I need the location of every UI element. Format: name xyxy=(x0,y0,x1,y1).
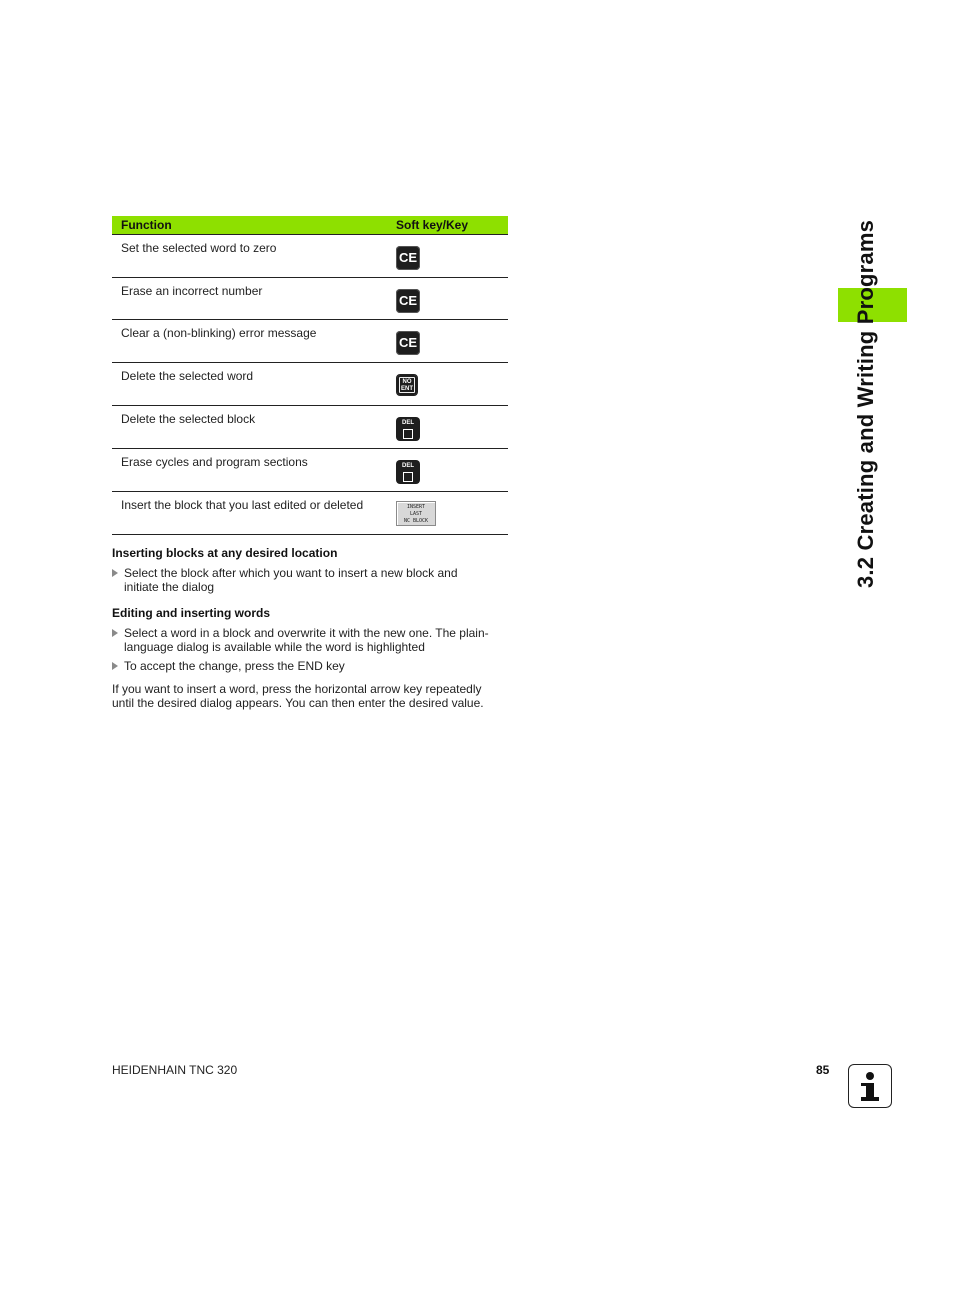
list-item xyxy=(112,659,512,673)
table-row xyxy=(112,363,508,406)
row-function: Erase cycles and program sections xyxy=(121,455,308,469)
table-row xyxy=(112,235,508,278)
ce-key-icon: CE xyxy=(396,246,420,270)
list-item xyxy=(112,626,512,654)
row-function: Delete the selected word xyxy=(121,369,254,383)
row-function: Set the selected word to zero xyxy=(121,241,277,255)
function-key-table xyxy=(112,216,508,535)
section-heading-inserting-blocks: Inserting blocks at any desired location xyxy=(112,546,338,560)
row-function: Clear a (non-blinking) error message xyxy=(121,326,317,340)
bullet-line: Select a word in a block and overwrite it with the new one. The plain- xyxy=(124,626,489,640)
del-key-icon xyxy=(396,460,420,484)
bullet-line: To accept the change, press the END key xyxy=(124,659,345,673)
footer-product: HEIDENHAIN TNC 320 xyxy=(112,1063,238,1077)
no-ent-key-line-1: NO xyxy=(402,379,412,385)
del-key-icon xyxy=(396,417,420,441)
softkey-line-3: NC BLOCK xyxy=(403,518,429,524)
chapter-side-title: 3.2 Creating and Writing Programs xyxy=(853,219,878,588)
softkey-line-2: LAST xyxy=(409,511,423,517)
bullet-arrow-icon xyxy=(112,662,118,670)
insert-last-nc-block-softkey-icon xyxy=(396,501,436,526)
section-heading-editing-words: Editing and inserting words xyxy=(112,606,271,620)
body-paragraph xyxy=(112,682,512,710)
page-number: 85 xyxy=(816,1063,830,1077)
row-function: Insert the block that you last edited or deleted xyxy=(121,498,364,512)
info-icon xyxy=(848,1064,892,1108)
bullet-line: Select the block after which you want to insert a new block and xyxy=(124,566,458,580)
bullet-line: language dialog is available while the word is highlighted xyxy=(124,640,425,654)
row-function: Delete the selected block xyxy=(121,412,256,426)
ce-key-icon: CE xyxy=(396,331,420,355)
table-row xyxy=(112,320,508,363)
table-row xyxy=(112,278,508,320)
del-key-label: DEL xyxy=(402,420,414,426)
paragraph-line: until the desired dialog appears. You can then enter the desired value. xyxy=(112,696,484,710)
table-header xyxy=(112,216,508,235)
header-function: Function xyxy=(121,218,172,232)
bullet-arrow-icon xyxy=(112,569,118,577)
header-soft-key: Soft key/Key xyxy=(396,218,469,232)
no-ent-key-line-2: ENT xyxy=(401,386,413,392)
no-ent-key-icon xyxy=(396,374,418,396)
ce-key-icon: CE xyxy=(396,289,420,313)
row-function: Erase an incorrect number xyxy=(121,284,263,298)
bullet-line: initiate the dialog xyxy=(124,580,215,594)
table-row xyxy=(112,449,508,492)
table-row xyxy=(112,492,508,535)
softkey-line-1: INSERT xyxy=(406,504,426,510)
del-key-label: DEL xyxy=(402,463,414,469)
table-row xyxy=(112,406,508,449)
paragraph-line: If you want to insert a word, press the horizontal arrow key repeatedly xyxy=(112,682,482,696)
bullet-arrow-icon xyxy=(112,629,118,637)
list-item xyxy=(112,566,512,594)
